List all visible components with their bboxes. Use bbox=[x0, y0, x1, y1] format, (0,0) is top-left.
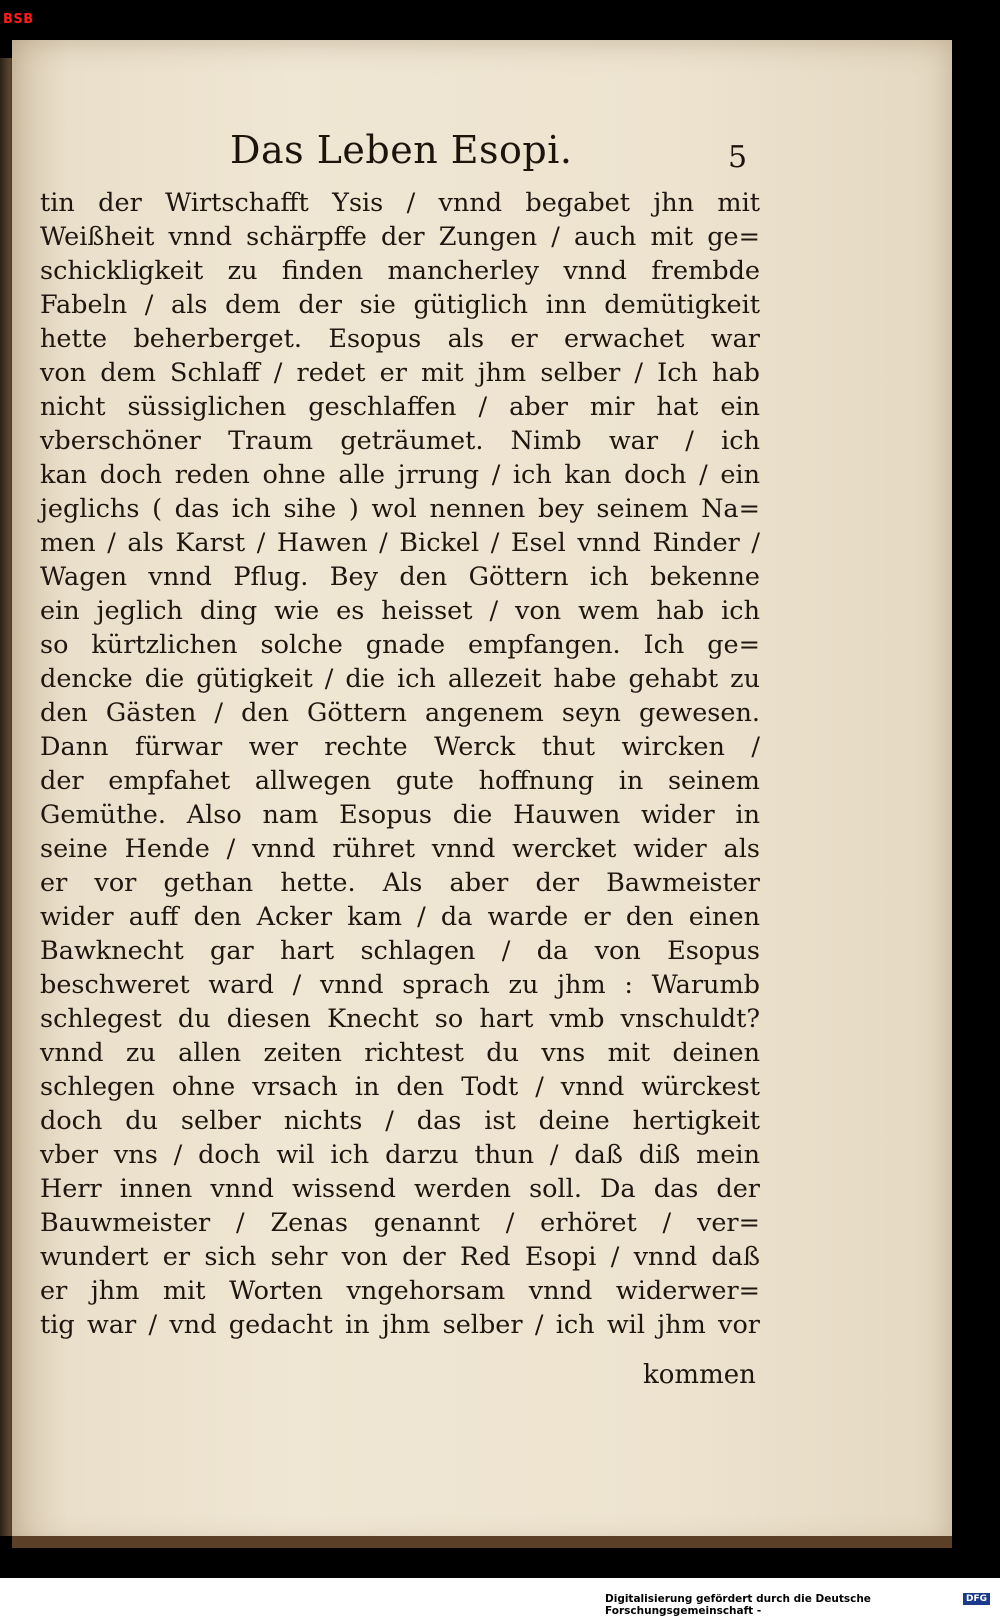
text-line: Weißheit vnnd schärpffe der Zungen / auch mit ge= bbox=[40, 222, 760, 252]
text-line: Bawknecht gar hart schlagen / da von Esopus bbox=[40, 936, 760, 966]
text-line: seine Hende / vnnd rühret vnnd wercket wider als bbox=[40, 834, 760, 864]
text-line: Dann fürwar wer rechte Werck thut wircken / bbox=[40, 732, 760, 762]
text-line: jeglichs ( das ich sihe ) wol nennen bey seinem Na= bbox=[40, 494, 760, 524]
running-title: Das Leben Esopi. bbox=[230, 128, 573, 172]
text-line: er jhm mit Worten vngehorsam vnnd widerwer= bbox=[40, 1276, 760, 1306]
text-line: schlegen ohne vrsach in den Todt / vnnd würckest bbox=[40, 1072, 760, 1102]
text-line: schickligkeit zu finden mancherley vnnd frembde bbox=[40, 256, 760, 286]
text-line: tin der Wirtschafft Ysis / vnnd begabet jhn mit bbox=[40, 188, 760, 218]
text-line: der empfahet allwegen gute hoffnung in seinem bbox=[40, 766, 760, 796]
text-line: dencke die gütigkeit / die ich allezeit habe gehabt zu bbox=[40, 664, 760, 694]
text-line: hette beherberget. Esopus als er erwachet war bbox=[40, 324, 760, 354]
text-line: von dem Schlaff / redet er mit jhm selber / Ich hab bbox=[40, 358, 760, 388]
catchword: kommen bbox=[643, 1360, 756, 1390]
page-number: 5 bbox=[728, 140, 748, 175]
text-line: tig war / vnd gedacht in jhm selber / ich wil jhm vor bbox=[40, 1310, 760, 1340]
text-line: Bauwmeister / Zenas genannt / erhöret / ver= bbox=[40, 1208, 760, 1238]
text-line: so kürtzlichen solche gnade empfangen. Ich ge= bbox=[40, 630, 760, 660]
text-line: vberschöner Traum geträumet. Nimb war / ich bbox=[40, 426, 760, 456]
text-line: men / als Karst / Hawen / Bickel / Esel vnnd Rinder / bbox=[40, 528, 760, 558]
dfg-logo: DFG bbox=[963, 1593, 990, 1605]
text-line: Wagen vnnd Pflug. Bey den Göttern ich bekenne bbox=[40, 562, 760, 592]
text-line: schlegest du diesen Knecht so hart vmb vnschuldt? bbox=[40, 1004, 760, 1034]
text-line: Fabeln / als dem der sie gütiglich inn demütigkeit bbox=[40, 290, 760, 320]
digitization-credit: Digitalisierung gefördert durch die Deutsche Forschungsgemeinschaft - bbox=[605, 1593, 871, 1617]
text-line: den Gästen / den Göttern angenem seyn gewesen. bbox=[40, 698, 760, 728]
text-line: er vor gethan hette. Als aber der Bawmeister bbox=[40, 868, 760, 898]
library-logo: BSB bbox=[3, 12, 34, 27]
page-bottom-edge bbox=[12, 1536, 952, 1548]
text-line: kan doch reden ohne alle jrrung / ich kan doch / ein bbox=[40, 460, 760, 490]
text-line: Gemüthe. Also nam Esopus die Hauwen wider in bbox=[40, 800, 760, 830]
text-line: beschweret ward / vnnd sprach zu jhm : Warumb bbox=[40, 970, 760, 1000]
text-line: vber vns / doch wil ich darzu thun / daß diß mein bbox=[40, 1140, 760, 1170]
text-line: doch du selber nichts / das ist deine hertigkeit bbox=[40, 1106, 760, 1136]
text-line: vnnd zu allen zeiten richtest du vns mit deinen bbox=[40, 1038, 760, 1068]
text-line: wider auff den Acker kam / da warde er den einen bbox=[40, 902, 760, 932]
text-line: Herr innen vnnd wissend werden soll. Da das der bbox=[40, 1174, 760, 1204]
text-line: nicht süssiglichen geschlaffen / aber mir hat ein bbox=[40, 392, 760, 422]
text-line: wundert er sich sehr von der Red Esopi / vnnd daß bbox=[40, 1242, 760, 1272]
text-line: ein jeglich ding wie es heisset / von wem hab ich bbox=[40, 596, 760, 626]
body-text bbox=[40, 186, 760, 1342]
